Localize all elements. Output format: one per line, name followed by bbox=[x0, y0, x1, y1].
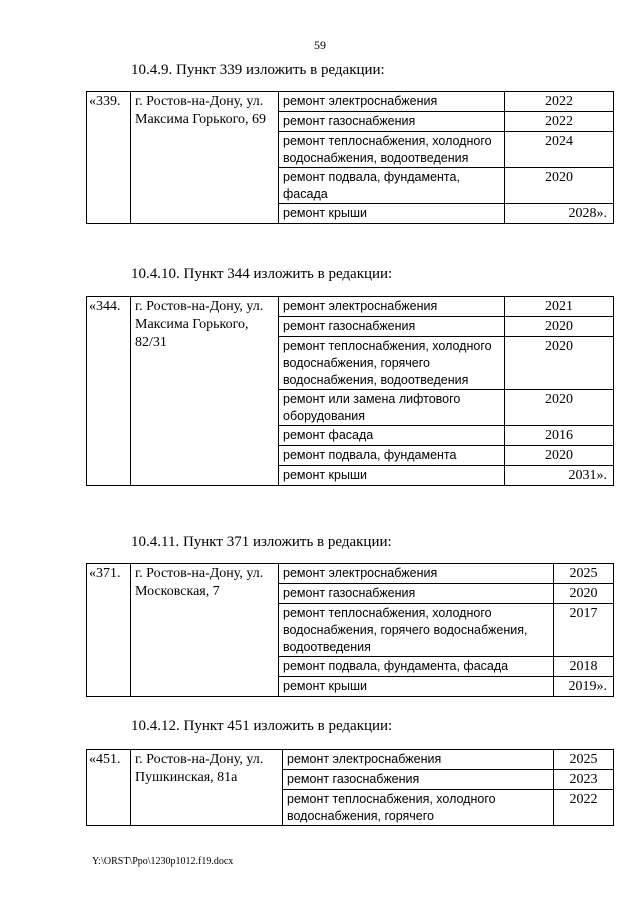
page-number: 59 bbox=[314, 38, 326, 52]
section-heading: 10.4.12. Пункт 451 изложить в редакции: bbox=[131, 718, 393, 734]
work-cell: ремонт электроснабжения bbox=[279, 92, 505, 112]
amendment-table bbox=[86, 296, 614, 486]
work-cell: ремонт газоснабжения bbox=[279, 317, 505, 337]
work-cell: ремонт крыши bbox=[279, 466, 505, 486]
address-cell: г. Ростов-на-Дону, ул. Максима Горького, 82/31 bbox=[131, 297, 279, 486]
item-number: «339. bbox=[87, 92, 131, 224]
year-cell: 2025 bbox=[554, 750, 614, 770]
year-cell: 2031». bbox=[505, 466, 614, 486]
year-cell: 2020 bbox=[505, 390, 614, 426]
work-cell: ремонт или замена лифтового оборудования bbox=[279, 390, 505, 426]
amendment-table bbox=[86, 749, 614, 826]
work-cell: ремонт газоснабжения bbox=[279, 112, 505, 132]
work-cell: ремонт фасада bbox=[279, 426, 505, 446]
year-cell: 2022 bbox=[505, 92, 614, 112]
year-cell: 2020 bbox=[505, 337, 614, 390]
item-number: «371. bbox=[87, 564, 131, 697]
work-cell: ремонт электроснабжения bbox=[279, 297, 505, 317]
year-cell: 2016 bbox=[505, 426, 614, 446]
work-cell: ремонт подвала, фундамента, фасада bbox=[279, 168, 505, 204]
year-cell: 2021 bbox=[505, 297, 614, 317]
year-cell: 2028». bbox=[505, 204, 614, 224]
year-cell: 2020 bbox=[554, 584, 614, 604]
work-cell: ремонт теплоснабжения, холодного водоснабжения, горячего водоснабжения, водоотведения bbox=[279, 337, 505, 390]
year-cell: 2018 bbox=[554, 657, 614, 677]
address-cell: г. Ростов-на-Дону, ул. Московская, 7 bbox=[131, 564, 279, 697]
year-cell: 2022 bbox=[554, 790, 614, 826]
year-cell: 2024 bbox=[505, 132, 614, 168]
item-number: «451. bbox=[87, 750, 131, 826]
amendment-table bbox=[86, 563, 614, 697]
section-heading: 10.4.10. Пункт 344 изложить в редакции: bbox=[131, 266, 393, 282]
work-cell: ремонт подвала, фундамента, фасада bbox=[279, 657, 554, 677]
year-cell: 2019». bbox=[554, 677, 614, 697]
year-cell: 2025 bbox=[554, 564, 614, 584]
section-heading: 10.4.9. Пункт 339 изложить в редакции: bbox=[131, 62, 385, 78]
work-cell: ремонт газоснабжения bbox=[279, 584, 554, 604]
work-cell: ремонт газоснабжения bbox=[283, 770, 554, 790]
work-cell: ремонт подвала, фундамента bbox=[279, 446, 505, 466]
file-path-footer: Y:\ORST\Ppo\1230p1012.f19.docx bbox=[92, 856, 234, 867]
address-cell: г. Ростов-на-Дону, ул. Максима Горького, 69 bbox=[131, 92, 279, 224]
amendment-table bbox=[86, 91, 614, 224]
address-cell: г. Ростов-на-Дону, ул. Пушкинская, 81а bbox=[131, 750, 283, 826]
year-cell: 2022 bbox=[505, 112, 614, 132]
work-cell: ремонт электроснабжения bbox=[279, 564, 554, 584]
year-cell: 2020 bbox=[505, 317, 614, 337]
work-cell: ремонт теплоснабжения, холодного водоснабжения, горячего водоснабжения, водоотведения bbox=[279, 604, 554, 657]
section-heading: 10.4.11. Пункт 371 изложить в редакции: bbox=[131, 534, 392, 550]
year-cell: 2020 bbox=[505, 446, 614, 466]
item-number: «344. bbox=[87, 297, 131, 486]
work-cell: ремонт теплоснабжения, холодного водоснабжения, горячего bbox=[283, 790, 554, 826]
year-cell: 2023 bbox=[554, 770, 614, 790]
work-cell: ремонт крыши bbox=[279, 204, 505, 224]
year-cell: 2017 bbox=[554, 604, 614, 657]
year-cell: 2020 bbox=[505, 168, 614, 204]
work-cell: ремонт электроснабжения bbox=[283, 750, 554, 770]
work-cell: ремонт крыши bbox=[279, 677, 554, 697]
work-cell: ремонт теплоснабжения, холодного водоснабжения, водоотведения bbox=[279, 132, 505, 168]
